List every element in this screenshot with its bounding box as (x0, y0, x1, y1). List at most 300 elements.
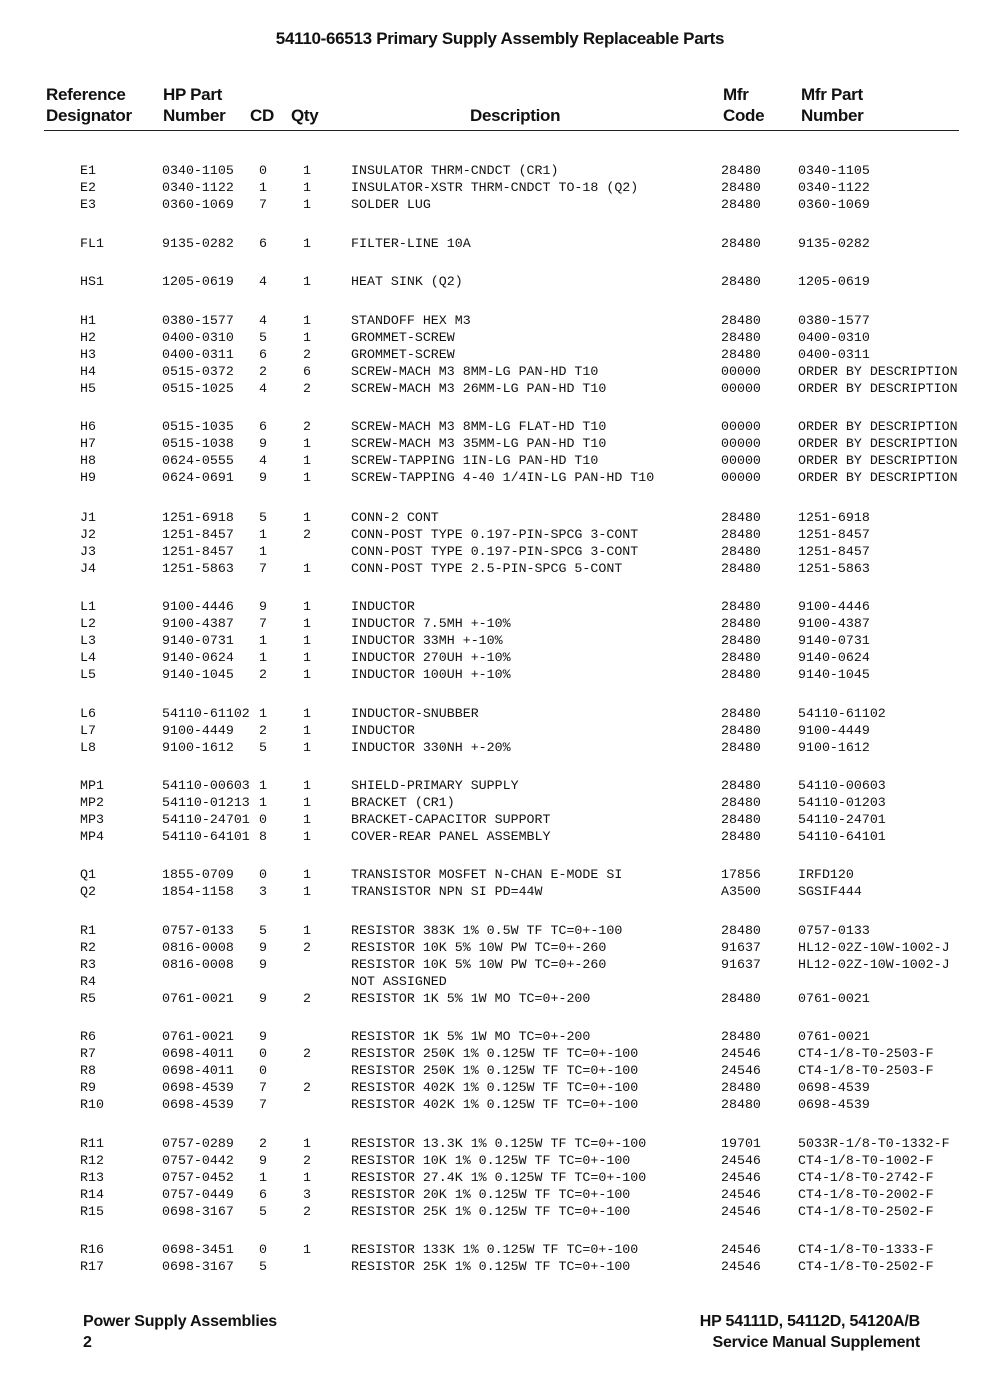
cell-ref-designator: J3 (80, 544, 96, 559)
cell-mfr-part-number: 0380-1577 (798, 313, 870, 328)
cell-cd: 9 (259, 470, 267, 485)
cell-qty: 2 (303, 1080, 311, 1095)
cell-qty: 2 (303, 1204, 311, 1219)
cell-description: INDUCTOR 330NH +-20% (351, 740, 511, 755)
cell-ref-designator: R11 (80, 1136, 104, 1151)
cell-mfr-part-number: ORDER BY DESCRIPTION (798, 364, 958, 379)
table-row (0, 956, 1000, 973)
cell-ref-designator: L7 (80, 723, 96, 738)
cell-hp-part-number: 0761-0021 (162, 991, 234, 1006)
cell-mfr-code: 28480 (721, 616, 761, 631)
cell-mfr-code: 28480 (721, 527, 761, 542)
cell-qty: 1 (303, 330, 311, 345)
footer-right (600, 1311, 920, 1353)
cell-hp-part-number: 0515-1035 (162, 419, 234, 434)
table-row (0, 526, 1000, 543)
table-row (0, 469, 1000, 486)
cell-hp-part-number: 1855-0709 (162, 867, 234, 882)
cell-description: STANDOFF HEX M3 (351, 313, 471, 328)
cell-ref-designator: R10 (80, 1097, 104, 1112)
table-row (0, 1152, 1000, 1169)
cell-mfr-code: 24546 (721, 1204, 761, 1219)
cell-cd: 6 (259, 236, 267, 251)
header-mpn-line1: Mfr Part (801, 85, 863, 104)
header-mfr-line2: Code (723, 106, 765, 125)
cell-ref-designator: R5 (80, 991, 96, 1006)
cell-ref-designator: J1 (80, 510, 96, 525)
cell-cd: 5 (259, 510, 267, 525)
cell-cd: 1 (259, 706, 267, 721)
cell-mfr-code: 28480 (721, 197, 761, 212)
cell-mfr-part-number: 1251-8457 (798, 544, 870, 559)
cell-cd: 6 (259, 1187, 267, 1202)
cell-hp-part-number: 9140-0624 (162, 650, 234, 665)
cell-hp-part-number: 1251-8457 (162, 544, 234, 559)
cell-description: INDUCTOR 270UH +-10% (351, 650, 511, 665)
cell-ref-designator: L2 (80, 616, 96, 631)
cell-mfr-code: 19701 (721, 1136, 761, 1151)
cell-mfr-part-number: 0340-1105 (798, 163, 870, 178)
cell-mfr-part-number: 0400-0310 (798, 330, 870, 345)
cell-mfr-code: 00000 (721, 364, 761, 379)
cell-cd: 2 (259, 667, 267, 682)
cell-ref-designator: R6 (80, 1029, 96, 1044)
cell-qty: 1 (303, 436, 311, 451)
cell-qty: 2 (303, 527, 311, 542)
cell-mfr-code: 28480 (721, 778, 761, 793)
table-row (0, 1258, 1000, 1275)
cell-mfr-part-number: 0340-1122 (798, 180, 870, 195)
cell-hp-part-number: 1854-1158 (162, 884, 234, 899)
cell-mfr-part-number: 0698-4539 (798, 1097, 870, 1112)
cell-mfr-code: 28480 (721, 313, 761, 328)
table-row (0, 329, 1000, 346)
cell-description: SOLDER LUG (351, 197, 431, 212)
cell-mfr-code: 28480 (721, 740, 761, 755)
table-row (0, 1169, 1000, 1186)
cell-cd: 3 (259, 884, 267, 899)
cell-mfr-code: 24546 (721, 1259, 761, 1274)
cell-hp-part-number: 0698-4539 (162, 1080, 234, 1095)
cell-ref-designator: Q1 (80, 867, 96, 882)
cell-mfr-part-number: 54110-00603 (798, 778, 886, 793)
cell-qty: 1 (303, 778, 311, 793)
cell-mfr-part-number: 0400-0311 (798, 347, 870, 362)
table-row (0, 1062, 1000, 1079)
cell-mfr-code: 24546 (721, 1242, 761, 1257)
cell-description: HEAT SINK (Q2) (351, 274, 463, 289)
cell-mfr-part-number: ORDER BY DESCRIPTION (798, 470, 958, 485)
cell-description: CONN-POST TYPE 0.197-PIN-SPCG 3-CONT (351, 544, 639, 559)
cell-ref-designator: MP4 (80, 829, 104, 844)
cell-mfr-part-number: 9140-0624 (798, 650, 870, 665)
cell-ref-designator: H5 (80, 381, 96, 396)
cell-mfr-part-number: 9135-0282 (798, 236, 870, 251)
cell-mfr-code: 28480 (721, 544, 761, 559)
cell-mfr-code: 28480 (721, 650, 761, 665)
cell-qty: 1 (303, 723, 311, 738)
cell-cd: 9 (259, 957, 267, 972)
cell-hp-part-number: 54110-61102 (162, 706, 250, 721)
cell-mfr-part-number: 0761-0021 (798, 991, 870, 1006)
cell-cd: 6 (259, 419, 267, 434)
cell-cd: 7 (259, 197, 267, 212)
cell-mfr-code: 28480 (721, 330, 761, 345)
cell-ref-designator: FL1 (80, 236, 104, 251)
cell-ref-designator: R9 (80, 1080, 96, 1095)
cell-qty: 1 (303, 884, 311, 899)
cell-ref-designator: R1 (80, 923, 96, 938)
cell-hp-part-number: 0757-0449 (162, 1187, 234, 1202)
cell-hp-part-number: 9135-0282 (162, 236, 234, 251)
table-row (0, 615, 1000, 632)
table-row (0, 273, 1000, 290)
cell-cd: 9 (259, 1029, 267, 1044)
cell-mfr-part-number: 0698-4539 (798, 1080, 870, 1095)
cell-hp-part-number: 0698-4011 (162, 1046, 234, 1061)
cell-ref-designator: R2 (80, 940, 96, 955)
cell-qty: 2 (303, 347, 311, 362)
cell-hp-part-number: 9100-4449 (162, 723, 234, 738)
cell-cd: 4 (259, 381, 267, 396)
cell-hp-part-number: 0624-0555 (162, 453, 234, 468)
cell-hp-part-number: 0380-1577 (162, 313, 234, 328)
table-row (0, 1186, 1000, 1203)
cell-qty: 1 (303, 197, 311, 212)
cell-qty: 1 (303, 667, 311, 682)
cell-cd: 1 (259, 180, 267, 195)
cell-mfr-code: 28480 (721, 812, 761, 827)
cell-description: NOT ASSIGNED (351, 974, 447, 989)
table-row (0, 990, 1000, 1007)
cell-mfr-part-number: 1251-8457 (798, 527, 870, 542)
cell-qty: 1 (303, 740, 311, 755)
cell-cd: 2 (259, 364, 267, 379)
cell-hp-part-number: 0698-3167 (162, 1259, 234, 1274)
cell-description: TRANSISTOR MOSFET N-CHAN E-MODE SI (351, 867, 623, 882)
table-row (0, 196, 1000, 213)
footer-page-number: 2 (83, 1334, 92, 1351)
cell-hp-part-number: 0698-3167 (162, 1204, 234, 1219)
cell-hp-part-number: 9100-4446 (162, 599, 234, 614)
cell-qty: 1 (303, 1136, 311, 1151)
table-row (0, 312, 1000, 329)
cell-mfr-code: 00000 (721, 381, 761, 396)
cell-mfr-part-number: 9100-1612 (798, 740, 870, 755)
cell-hp-part-number: 9100-4387 (162, 616, 234, 631)
cell-mfr-code: 91637 (721, 957, 761, 972)
cell-qty: 1 (303, 599, 311, 614)
cell-hp-part-number: 9140-1045 (162, 667, 234, 682)
cell-ref-designator: R13 (80, 1170, 104, 1185)
cell-mfr-part-number: 54110-24701 (798, 812, 886, 827)
cell-description: RESISTOR 133K 1% 0.125W TF TC=0+-100 (351, 1242, 639, 1257)
cell-description: SCREW-MACH M3 35MM-LG PAN-HD T10 (351, 436, 607, 451)
cell-qty: 1 (303, 616, 311, 631)
table-row (0, 346, 1000, 363)
cell-cd: 8 (259, 829, 267, 844)
cell-mfr-code: 17856 (721, 867, 761, 882)
cell-cd: 1 (259, 650, 267, 665)
cell-ref-designator: R17 (80, 1259, 104, 1274)
cell-cd: 5 (259, 1259, 267, 1274)
cell-mfr-part-number: 9100-4446 (798, 599, 870, 614)
table-row (0, 1028, 1000, 1045)
cell-description: SCREW-MACH M3 8MM-LG PAN-HD T10 (351, 364, 599, 379)
table-row (0, 649, 1000, 666)
cell-cd: 0 (259, 1046, 267, 1061)
table-row (0, 560, 1000, 577)
cell-description: INDUCTOR (351, 723, 415, 738)
cell-qty: 1 (303, 1170, 311, 1185)
cell-cd: 9 (259, 940, 267, 955)
cell-description: TRANSISTOR NPN SI PD=44W (351, 884, 543, 899)
header-ref-line1: Reference (46, 85, 126, 104)
cell-description: SCREW-MACH M3 8MM-LG FLAT-HD T10 (351, 419, 607, 434)
cell-mfr-code: 28480 (721, 599, 761, 614)
cell-cd: 1 (259, 1170, 267, 1185)
cell-ref-designator: R12 (80, 1153, 104, 1168)
cell-mfr-part-number: 0360-1069 (798, 197, 870, 212)
cell-cd: 1 (259, 795, 267, 810)
cell-mfr-part-number: HL12-02Z-10W-1002-J (798, 957, 950, 972)
cell-cd: 9 (259, 991, 267, 1006)
footer-model-list: HP 54111D, 54112D, 54120A/B (699, 1313, 920, 1330)
table-row (0, 973, 1000, 990)
cell-mfr-part-number: SGSIF444 (798, 884, 862, 899)
cell-mfr-code: 00000 (721, 436, 761, 451)
cell-description: INSULATOR THRM-CNDCT (CR1) (351, 163, 559, 178)
cell-hp-part-number: 0624-0691 (162, 470, 234, 485)
cell-hp-part-number: 1251-8457 (162, 527, 234, 542)
cell-qty: 1 (303, 1242, 311, 1257)
cell-mfr-code: 28480 (721, 923, 761, 938)
cell-cd: 9 (259, 1153, 267, 1168)
cell-qty: 1 (303, 812, 311, 827)
header-mpn-line2: Number (801, 106, 864, 125)
cell-mfr-part-number: CT4-1/8-T0-2503-F (798, 1063, 934, 1078)
table-row (0, 866, 1000, 883)
cell-ref-designator: R4 (80, 974, 96, 989)
cell-mfr-code: 24546 (721, 1063, 761, 1078)
cell-ref-designator: J2 (80, 527, 96, 542)
cell-cd: 4 (259, 453, 267, 468)
cell-mfr-part-number: CT4-1/8-T0-1002-F (798, 1153, 934, 1168)
table-row (0, 435, 1000, 452)
table-row (0, 380, 1000, 397)
cell-description: RESISTOR 13.3K 1% 0.125W TF TC=0+-100 (351, 1136, 647, 1151)
cell-description: RESISTOR 1K 5% 1W MO TC=0+-200 (351, 991, 591, 1006)
cell-qty: 1 (303, 867, 311, 882)
cell-qty: 1 (303, 510, 311, 525)
cell-qty: 1 (303, 470, 311, 485)
cell-description: RESISTOR 10K 5% 10W PW TC=0+-260 (351, 957, 607, 972)
cell-ref-designator: L4 (80, 650, 96, 665)
cell-description: RESISTOR 402K 1% 0.125W TF TC=0+-100 (351, 1080, 639, 1095)
cell-mfr-part-number: ORDER BY DESCRIPTION (798, 436, 958, 451)
cell-description: RESISTOR 10K 5% 10W PW TC=0+-260 (351, 940, 607, 955)
cell-ref-designator: R14 (80, 1187, 104, 1202)
cell-hp-part-number: 0360-1069 (162, 197, 234, 212)
cell-mfr-part-number: 0761-0021 (798, 1029, 870, 1044)
cell-mfr-code: 00000 (721, 419, 761, 434)
cell-mfr-code: 28480 (721, 991, 761, 1006)
cell-ref-designator: MP2 (80, 795, 104, 810)
table-row (0, 632, 1000, 649)
table-row (0, 722, 1000, 739)
cell-description: INDUCTOR (351, 599, 415, 614)
table-row (0, 811, 1000, 828)
cell-qty: 2 (303, 381, 311, 396)
cell-description: GROMMET-SCREW (351, 330, 455, 345)
cell-description: SCREW-MACH M3 26MM-LG PAN-HD T10 (351, 381, 607, 396)
cell-cd: 5 (259, 330, 267, 345)
cell-description: INDUCTOR 7.5MH +-10% (351, 616, 511, 631)
cell-ref-designator: R8 (80, 1063, 96, 1078)
cell-hp-part-number: 0757-0289 (162, 1136, 234, 1151)
table-row (0, 543, 1000, 560)
cell-hp-part-number: 0816-0008 (162, 940, 234, 955)
cell-mfr-code: 28480 (721, 236, 761, 251)
cell-qty: 1 (303, 795, 311, 810)
cell-ref-designator: R15 (80, 1204, 104, 1219)
cell-mfr-code: 28480 (721, 163, 761, 178)
cell-qty: 1 (303, 180, 311, 195)
cell-mfr-part-number: 54110-64101 (798, 829, 886, 844)
header-hp-line2: Number (163, 106, 226, 125)
cell-qty: 6 (303, 364, 311, 379)
cell-cd: 5 (259, 1204, 267, 1219)
cell-hp-part-number: 0698-4011 (162, 1063, 234, 1078)
table-row (0, 794, 1000, 811)
cell-qty: 1 (303, 829, 311, 844)
cell-mfr-code: 28480 (721, 1097, 761, 1112)
cell-description: BRACKET-CAPACITOR SUPPORT (351, 812, 551, 827)
table-row (0, 1203, 1000, 1220)
cell-mfr-part-number: 9100-4449 (798, 723, 870, 738)
cell-hp-part-number: 0515-1038 (162, 436, 234, 451)
cell-mfr-part-number: 54110-01203 (798, 795, 886, 810)
cell-cd: 6 (259, 347, 267, 362)
cell-mfr-part-number: 5033R-1/8-T0-1332-F (798, 1136, 950, 1151)
cell-cd: 7 (259, 616, 267, 631)
cell-cd: 1 (259, 527, 267, 542)
cell-ref-designator: L1 (80, 599, 96, 614)
cell-hp-part-number: 0761-0021 (162, 1029, 234, 1044)
cell-cd: 7 (259, 1097, 267, 1112)
cell-hp-part-number: 54110-01213 (162, 795, 250, 810)
cell-cd: 0 (259, 867, 267, 882)
cell-ref-designator: H7 (80, 436, 96, 451)
cell-ref-designator: H8 (80, 453, 96, 468)
cell-cd: 2 (259, 1136, 267, 1151)
cell-mfr-code: 28480 (721, 274, 761, 289)
table-row (0, 179, 1000, 196)
cell-mfr-code: 24546 (721, 1187, 761, 1202)
cell-mfr-part-number: ORDER BY DESCRIPTION (798, 381, 958, 396)
table-row (0, 939, 1000, 956)
table-row (0, 777, 1000, 794)
cell-qty: 2 (303, 1153, 311, 1168)
cell-mfr-code: 28480 (721, 180, 761, 195)
table-row (0, 1079, 1000, 1096)
cell-qty: 1 (303, 706, 311, 721)
cell-hp-part-number: 0698-3451 (162, 1242, 234, 1257)
cell-mfr-code: 91637 (721, 940, 761, 955)
table-row (0, 363, 1000, 380)
cell-description: RESISTOR 25K 1% 0.125W TF TC=0+-100 (351, 1204, 631, 1219)
cell-mfr-part-number: CT4-1/8-T0-2503-F (798, 1046, 934, 1061)
cell-hp-part-number: 1205-0619 (162, 274, 234, 289)
table-row (0, 452, 1000, 469)
cell-mfr-part-number: CT4-1/8-T0-1333-F (798, 1242, 934, 1257)
cell-ref-designator: Q2 (80, 884, 96, 899)
cell-description: FILTER-LINE 10A (351, 236, 471, 251)
header-qty: Qty (291, 106, 319, 125)
cell-description: RESISTOR 20K 1% 0.125W TF TC=0+-100 (351, 1187, 631, 1202)
cell-mfr-code: 00000 (721, 470, 761, 485)
cell-description: GROMMET-SCREW (351, 347, 455, 362)
table-row (0, 828, 1000, 845)
cell-description: BRACKET (CR1) (351, 795, 455, 810)
cell-cd: 0 (259, 812, 267, 827)
table-row (0, 418, 1000, 435)
cell-mfr-part-number: HL12-02Z-10W-1002-J (798, 940, 950, 955)
cell-description: CONN-POST TYPE 0.197-PIN-SPCG 3-CONT (351, 527, 639, 542)
cell-ref-designator: H9 (80, 470, 96, 485)
header-ref-line2: Designator (46, 106, 132, 125)
cell-description: RESISTOR 383K 1% 0.5W TF TC=0+-100 (351, 923, 623, 938)
cell-mfr-code: 28480 (721, 667, 761, 682)
cell-qty: 2 (303, 940, 311, 955)
cell-mfr-code: 28480 (721, 795, 761, 810)
cell-ref-designator: MP3 (80, 812, 104, 827)
cell-qty: 1 (303, 313, 311, 328)
cell-cd: 5 (259, 740, 267, 755)
cell-mfr-part-number: 0757-0133 (798, 923, 870, 938)
cell-mfr-code: 00000 (721, 453, 761, 468)
cell-hp-part-number: 0515-0372 (162, 364, 234, 379)
cell-mfr-part-number: 1251-6918 (798, 510, 870, 525)
cell-hp-part-number: 9100-1612 (162, 740, 234, 755)
cell-qty: 1 (303, 236, 311, 251)
cell-qty: 1 (303, 923, 311, 938)
cell-hp-part-number: 0340-1105 (162, 163, 234, 178)
cell-description: SHIELD-PRIMARY SUPPLY (351, 778, 519, 793)
cell-mfr-part-number: CT4-1/8-T0-2742-F (798, 1170, 934, 1185)
cell-mfr-code: 28480 (721, 706, 761, 721)
cell-hp-part-number: 54110-00603 (162, 778, 250, 793)
cell-mfr-code: 24546 (721, 1153, 761, 1168)
cell-mfr-code: 28480 (721, 561, 761, 576)
header-mfr-line1: Mfr (723, 85, 749, 104)
cell-mfr-part-number: CT4-1/8-T0-2502-F (798, 1259, 934, 1274)
cell-hp-part-number: 0515-1025 (162, 381, 234, 396)
cell-hp-part-number: 0757-0442 (162, 1153, 234, 1168)
cell-description: RESISTOR 402K 1% 0.125W TF TC=0+-100 (351, 1097, 639, 1112)
cell-ref-designator: H1 (80, 313, 96, 328)
cell-description: RESISTOR 25K 1% 0.125W TF TC=0+-100 (351, 1259, 631, 1274)
cell-description: RESISTOR 27.4K 1% 0.125W TF TC=0+-100 (351, 1170, 647, 1185)
cell-mfr-part-number: CT4-1/8-T0-2002-F (798, 1187, 934, 1202)
cell-mfr-part-number: 9140-0731 (798, 633, 870, 648)
table-row (0, 162, 1000, 179)
cell-description: INSULATOR-XSTR THRM-CNDCT TO-18 (Q2) (351, 180, 639, 195)
cell-ref-designator: E2 (80, 180, 96, 195)
cell-mfr-part-number: 9100-4387 (798, 616, 870, 631)
cell-hp-part-number: 0340-1122 (162, 180, 234, 195)
header-description: Description (470, 106, 561, 125)
